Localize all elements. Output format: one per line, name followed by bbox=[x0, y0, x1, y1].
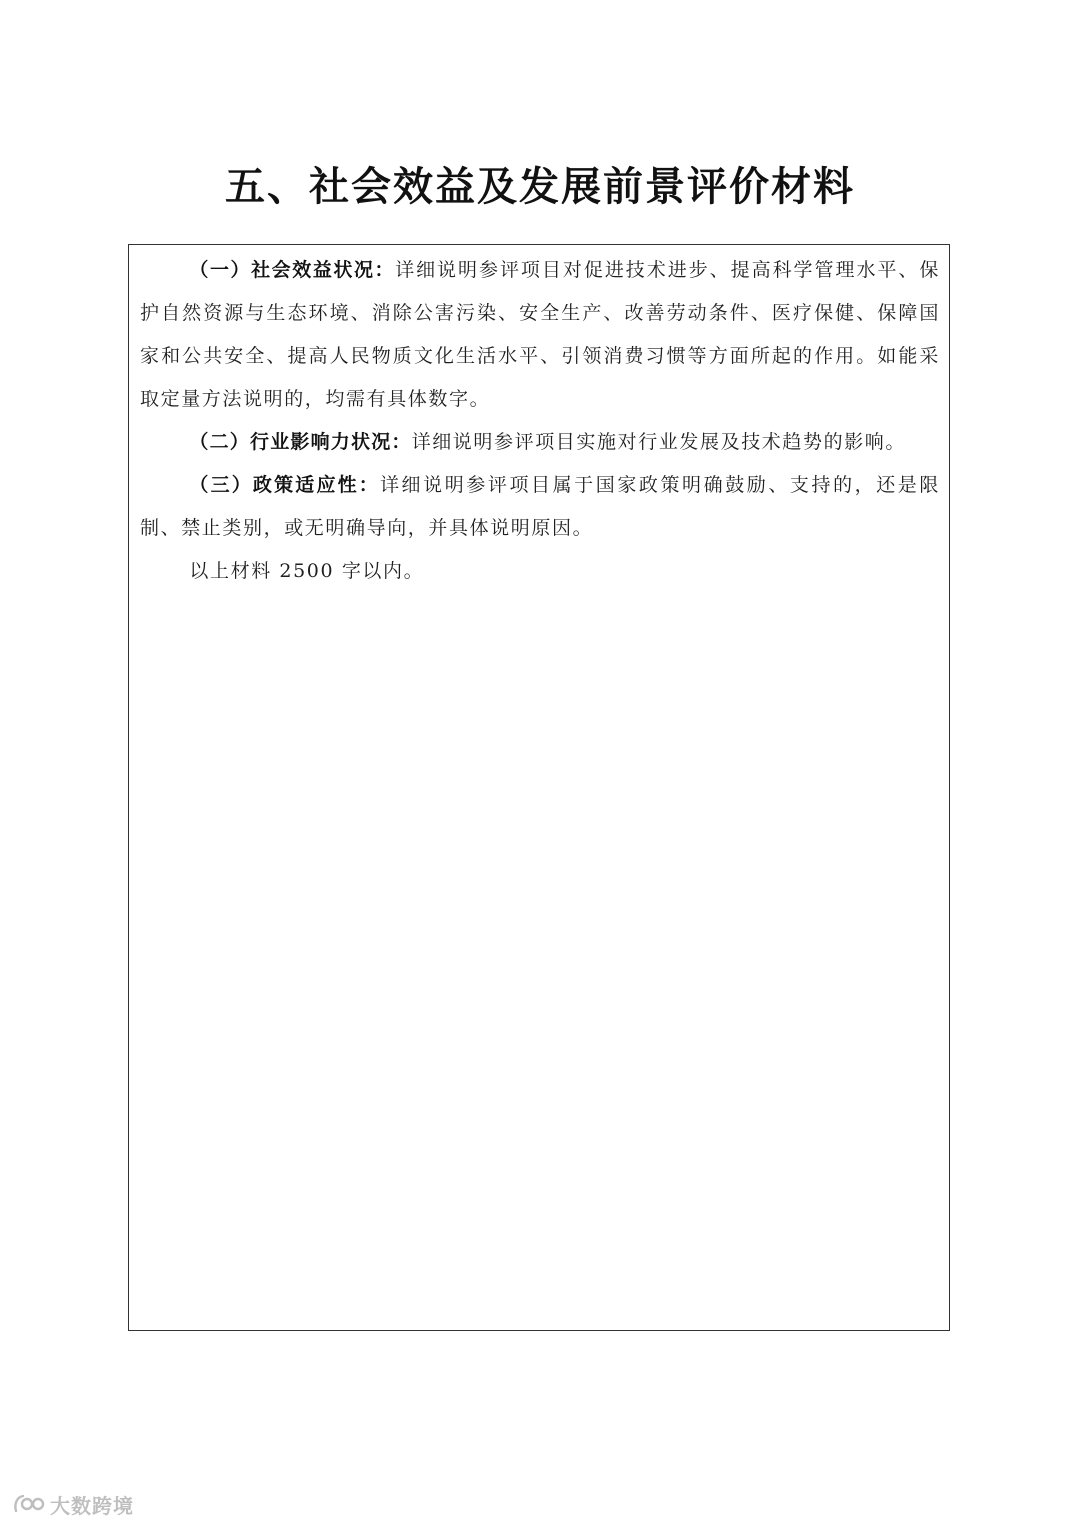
section-industry-influence bbox=[140, 421, 940, 464]
watermark-text: 大数跨境 bbox=[50, 1493, 134, 1518]
section-heading: （三）政策适应性： bbox=[189, 474, 380, 496]
material-form-box bbox=[128, 244, 950, 1331]
section-body: 详细说明参评项目实施对行业发展及技术趋势的影响。 bbox=[411, 431, 906, 453]
brand-logo-icon bbox=[12, 1492, 46, 1516]
instructions bbox=[140, 249, 940, 593]
section-social-benefit bbox=[140, 249, 940, 421]
section-body: 详细说明参评项目对促进技术进步、提高科学管理水平、保护自然资源与生态环境、消除公害污染、安全生产、改善劳动条件、医疗保健、保障国家和公共安全、提高人民物质文化生活水平、引领消费习惯等方面所起的作用。如能采取定量方法说明的，均需有具体数字。 bbox=[140, 259, 940, 410]
page-title: 五、社会效益及发展前景评价材料 bbox=[225, 163, 855, 210]
section-heading: （一）社会效益状况： bbox=[189, 259, 396, 281]
watermark bbox=[12, 1489, 134, 1519]
section-policy-fit bbox=[140, 464, 940, 550]
word-limit-note: 以上材料 2500 字以内。 bbox=[189, 560, 425, 582]
section-heading: （二）行业影响力状况： bbox=[189, 431, 412, 453]
section-body: 详细说明参评项目属于国家政策明确鼓励、支持的，还是限制、禁止类别，或无明确导向，并具体说明原因。 bbox=[140, 474, 940, 539]
